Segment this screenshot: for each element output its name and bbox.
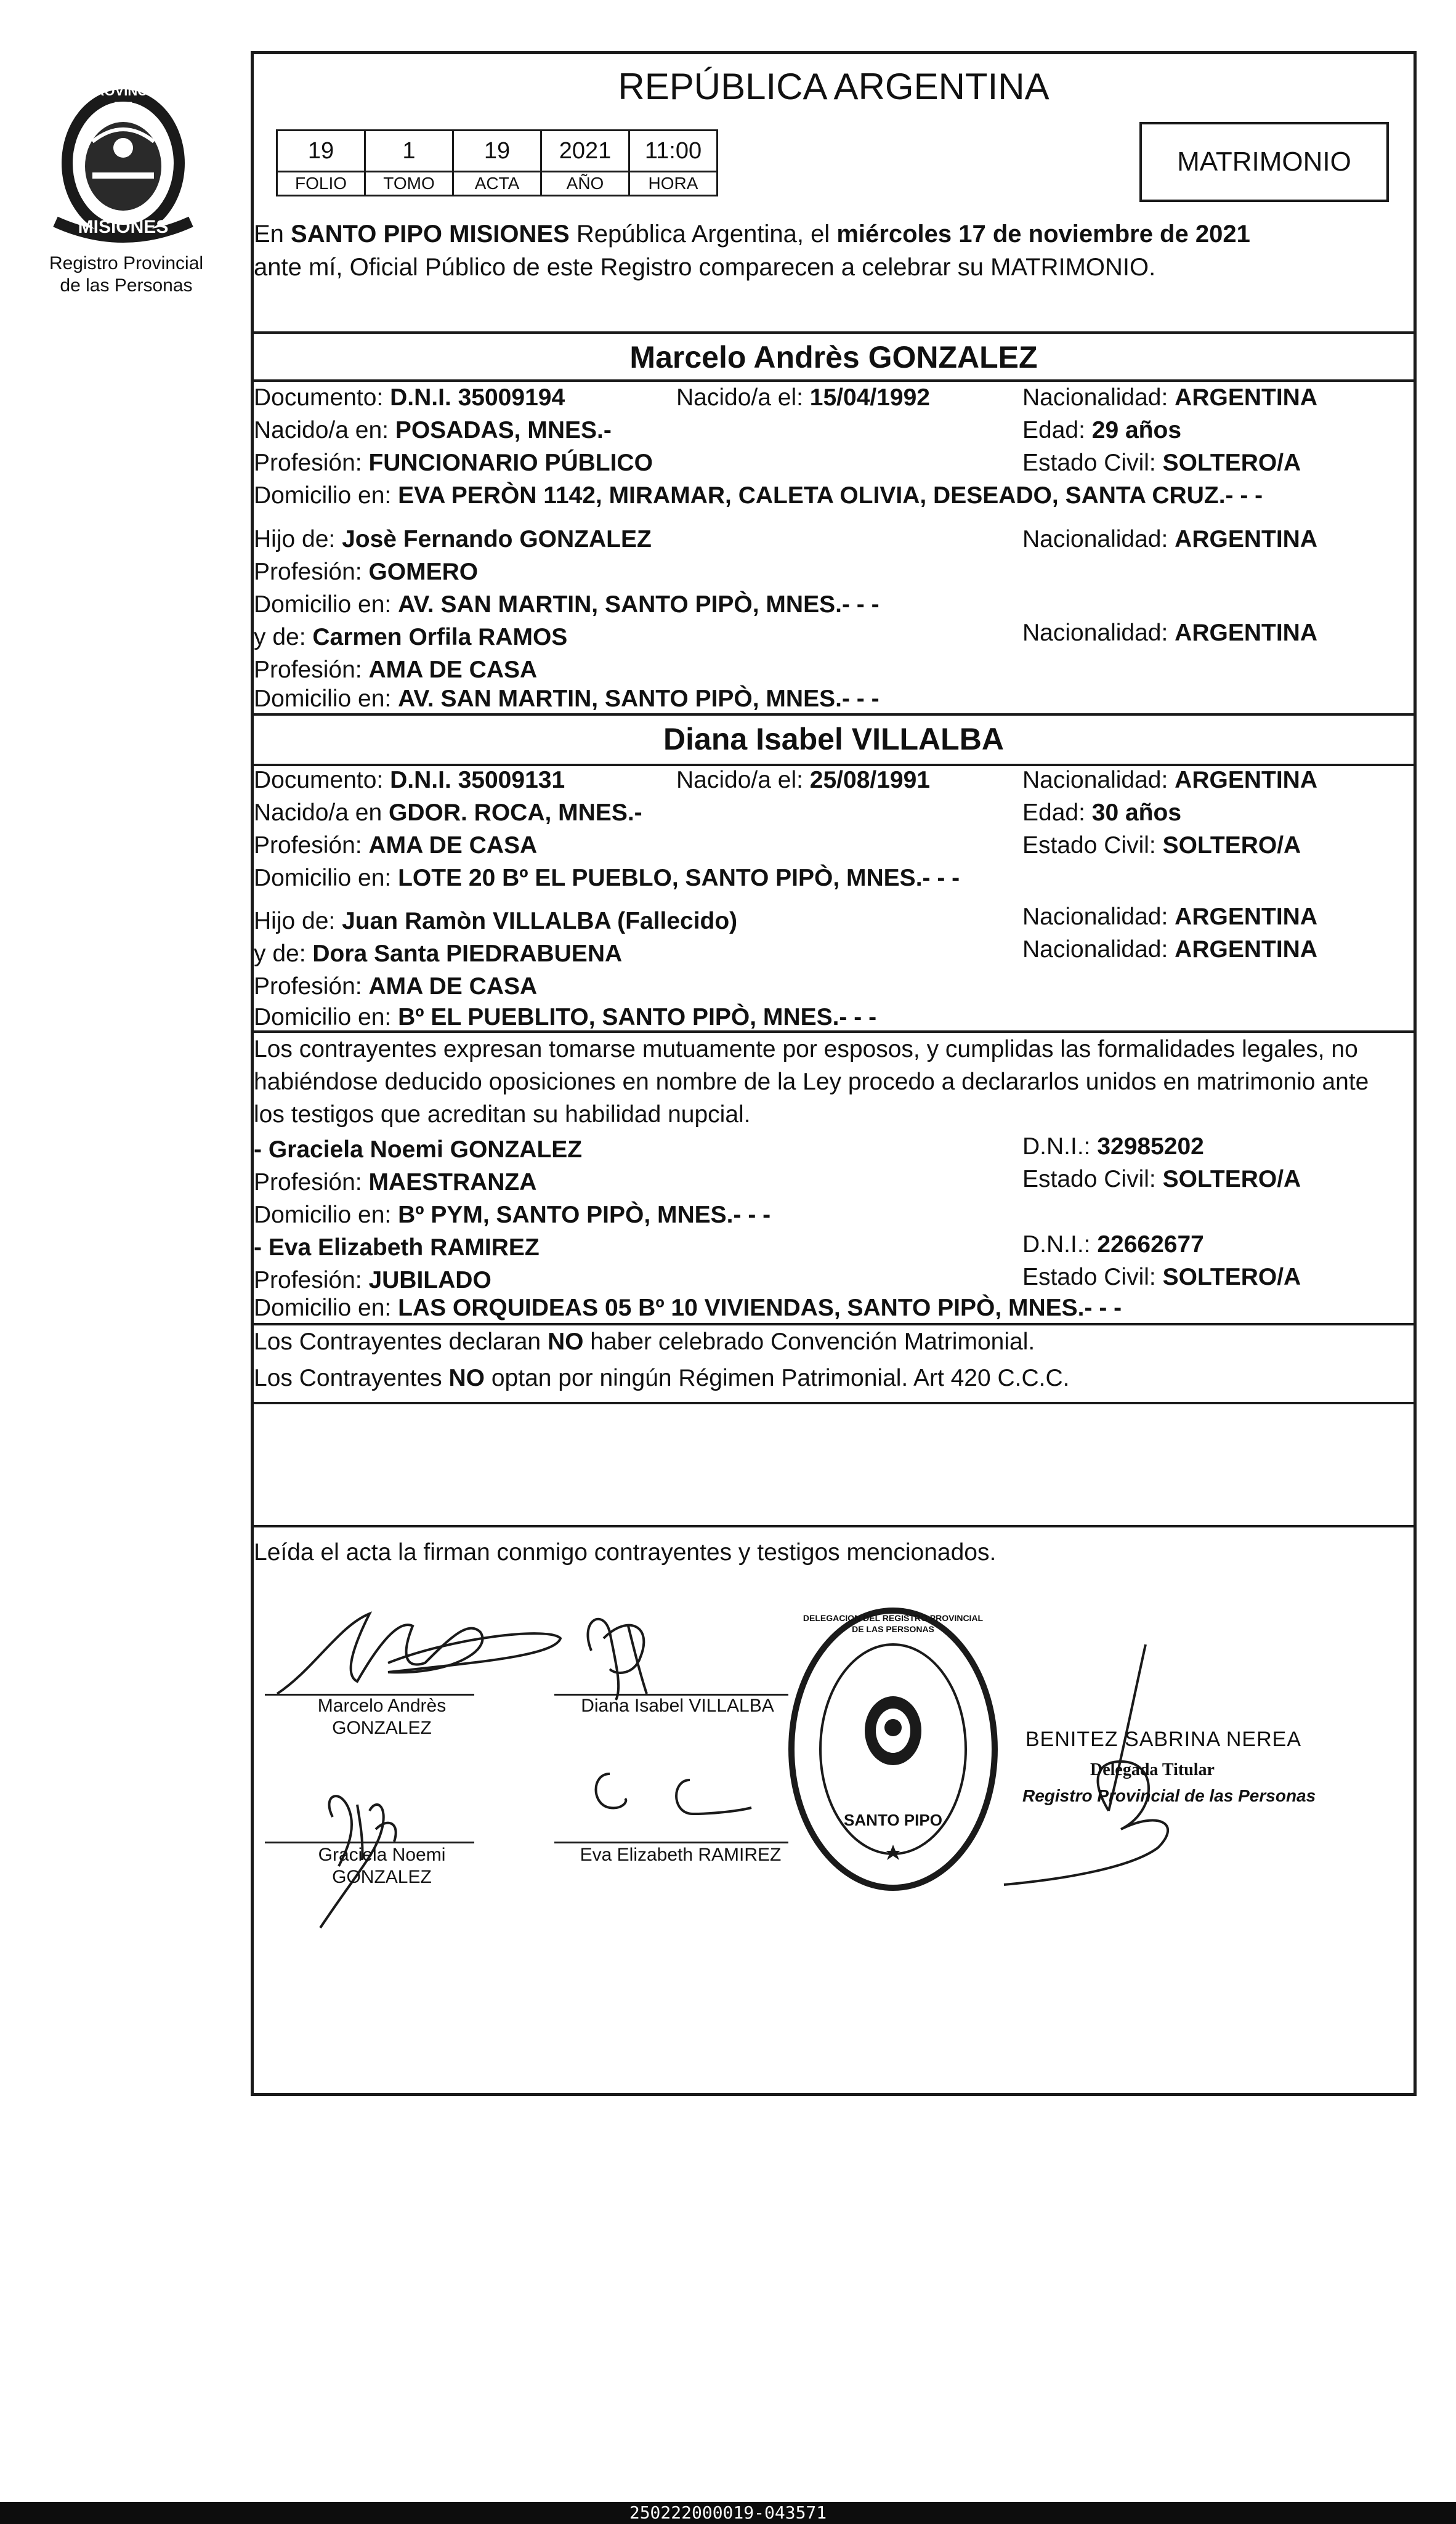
value: 30 años [1091, 799, 1182, 826]
label: Estado Civil: [1022, 832, 1163, 859]
value: JUBILADO [368, 1267, 491, 1293]
label: Documento: [254, 384, 390, 411]
testigo1-nombre: - Graciela Noemi GONZALEZ [254, 1136, 583, 1163]
seal-text-top: PROVINCIA DE [85, 83, 161, 115]
c1-nacido-el [676, 383, 930, 413]
value: ARGENTINA [1175, 767, 1318, 793]
label: Domicilio en: [254, 591, 398, 618]
label: Nacido/a en [254, 799, 389, 826]
c1-estado-civil [1022, 448, 1301, 478]
signature-name-line: Graciela Noemi [318, 1845, 446, 1865]
hora-label: HORA [629, 172, 718, 196]
hora-value: 11:00 [629, 131, 718, 172]
label: Domicilio en: [254, 1295, 398, 1321]
value: Dora Santa PIEDRABUENA [312, 940, 623, 967]
convencion-line1 [254, 1327, 1035, 1357]
label: Estado Civil: [1022, 1264, 1163, 1290]
testigo2-nombre: - Eva Elizabeth RAMIREZ [254, 1234, 540, 1261]
c2-estado-civil [1022, 831, 1301, 860]
testigo2-estado-civil [1022, 1263, 1301, 1292]
value: 25/08/1991 [809, 767, 930, 793]
signature-name-contrayente2: Diana Isabel VILLALBA [581, 1696, 774, 1716]
value: POSADAS, MNES.- [395, 417, 612, 443]
declaracion-line1: Los contrayentes expresan tomarse mutuamente por esposos, y cumplidas las formalidades legales, no [254, 1036, 1358, 1062]
stamp-arc-text: DELEGACION DEL REGISTRO PROVINCIAL DE LAS PERSONAS [803, 1613, 984, 1634]
declaracion-line2: habiéndose deducido oposiciones en nombre de la Ley procedo a declararlos unidos en matrimonio ante [254, 1069, 1369, 1095]
c2-edad [1022, 798, 1181, 828]
intro-text: En [254, 220, 291, 248]
value: SOLTERO/A [1162, 450, 1301, 476]
acta-label: ACTA [453, 172, 541, 196]
c2-madre-profesion [254, 972, 537, 1001]
value: 29 años [1091, 417, 1182, 443]
label: D.N.I.: [1022, 1231, 1098, 1258]
value: 22662677 [1097, 1231, 1204, 1258]
acta-value: 19 [453, 131, 541, 172]
label: D.N.I.: [1022, 1133, 1098, 1160]
value: Bº PYM, SANTO PIPÒ, MNES.- - - [398, 1202, 771, 1228]
intro-line2: ante mí, Oficial Público de este Registro comparecen a celebrar su MATRIMONIO. [254, 254, 1156, 281]
label: Domicilio en: [254, 865, 398, 891]
testigo1-dni [1022, 1132, 1204, 1162]
c2-padre [254, 907, 737, 936]
delegacion-stamp [782, 1601, 1004, 1897]
intro-text: República Argentina, el [569, 220, 837, 248]
stamp-localidad: SANTO PIPO [844, 1811, 942, 1829]
signature-name-testigo2: Eva Elizabeth RAMIREZ [580, 1845, 782, 1865]
testigo2-domicilio [254, 1293, 1122, 1323]
text: haber celebrado Convención Matrimonial. [583, 1329, 1035, 1355]
c2-profesion [254, 831, 537, 860]
intro-fecha: miércoles 17 de noviembre de 2021 [836, 220, 1250, 248]
signature-name-line: Marcelo Andrès [317, 1696, 447, 1716]
value: AV. SAN MARTIN, SANTO PIPÒ, MNES.- - - [398, 686, 880, 712]
text-bold: NO [547, 1329, 584, 1355]
anio-label: AÑO [541, 172, 629, 196]
intro-line1 [254, 219, 1250, 249]
value: Juan Ramòn VILLALBA (Fallecido) [342, 908, 738, 934]
value: GOMERO [368, 559, 479, 585]
label: y de: [254, 940, 313, 967]
value: D.N.I. 35009131 [390, 767, 565, 793]
c1-padre [254, 525, 652, 554]
value: ARGENTINA [1175, 936, 1318, 963]
divider [251, 331, 1417, 334]
contrayente2-nombre: Diana Isabel VILLALBA [663, 722, 1004, 756]
signature-name-contrayente1 [289, 1695, 474, 1739]
c1-edad [1022, 416, 1181, 445]
c1-domicilio [254, 481, 1263, 511]
c2-madre-nacionalidad [1022, 935, 1317, 965]
label: Nacionalidad: [1022, 526, 1175, 552]
c1-padre-profesion [254, 557, 478, 587]
c1-madre [254, 623, 567, 652]
signature-name-line: GONZALEZ [332, 1867, 432, 1887]
value: AV. SAN MARTIN, SANTO PIPÒ, MNES.- - - [398, 591, 880, 618]
label: Estado Civil: [1022, 450, 1163, 476]
oficial-registro: Registro Provincial de las Personas [1022, 1786, 1316, 1805]
testigo1-domicilio [254, 1200, 770, 1230]
c2-madre [254, 939, 622, 969]
testigo2-profesion [254, 1266, 491, 1295]
tipo-acta: MATRIMONIO [1139, 122, 1389, 202]
label: Profesión: [254, 832, 369, 859]
tomo-label: TOMO [365, 172, 453, 196]
value: SOLTERO/A [1162, 832, 1301, 859]
convencion-line2 [254, 1364, 1070, 1393]
label: Profesión: [254, 973, 369, 1000]
label: Hijo de: [254, 908, 342, 934]
value: 15/04/1992 [809, 384, 930, 411]
value: SOLTERO/A [1162, 1166, 1301, 1192]
label: Domicilio en: [254, 686, 398, 712]
registro-table [276, 129, 718, 196]
declaracion-line3: los testigos que acreditan su habilidad nupcial. [254, 1101, 751, 1128]
label: Profesión: [254, 559, 369, 585]
label: Nacionalidad: [1022, 620, 1175, 646]
label: Edad: [1022, 799, 1092, 826]
value: ARGENTINA [1175, 384, 1318, 411]
label: Profesión: [254, 1169, 369, 1195]
label: Nacido/a el: [676, 767, 810, 793]
label: Nacido/a el: [676, 384, 810, 411]
c1-nacionalidad [1022, 383, 1317, 413]
label: y de: [254, 624, 313, 650]
label: Edad: [1022, 417, 1092, 443]
c1-nacido-en [254, 416, 612, 445]
footer-code: 250222000019-043571 [0, 2502, 1456, 2524]
c1-profesion [254, 448, 653, 478]
value: AMA DE CASA [368, 657, 538, 683]
seal-text-bottom: MISIONES [78, 217, 169, 237]
label: Profesión: [254, 450, 369, 476]
c1-documento [254, 383, 565, 413]
tomo-value: 1 [365, 131, 453, 172]
c2-nacido-en [254, 798, 642, 828]
c2-padre-nacionalidad [1022, 902, 1317, 932]
label: Hijo de: [254, 526, 342, 552]
label: Nacido/a en: [254, 417, 395, 443]
divider [251, 379, 1417, 382]
label: Nacionalidad: [1022, 767, 1175, 793]
label: Profesión: [254, 657, 369, 683]
c2-nacionalidad [1022, 766, 1317, 795]
text-bold: NO [448, 1365, 485, 1391]
label: Profesión: [254, 1267, 369, 1293]
label: Nacionalidad: [1022, 384, 1175, 411]
signature-contrayente2 [554, 1601, 714, 1706]
seal-caption [25, 253, 228, 297]
label: Nacionalidad: [1022, 904, 1175, 930]
testigo1-profesion [254, 1168, 536, 1197]
value: D.N.I. 35009194 [390, 384, 565, 411]
text: optan por ningún Régimen Patrimonial. Art 420 C.C.C. [485, 1365, 1070, 1391]
testigo1-estado-civil [1022, 1165, 1301, 1194]
c1-madre-profesion [254, 655, 537, 685]
anio-value: 2021 [541, 131, 629, 172]
value: LOTE 20 Bº EL PUEBLO, SANTO PIPÒ, MNES.- - - [398, 865, 960, 891]
signature-name-testigo1 [289, 1844, 474, 1888]
c2-madre-domicilio [254, 1003, 876, 1032]
value: Bº EL PUEBLITO, SANTO PIPÒ, MNES.- - - [398, 1004, 877, 1030]
value: AMA DE CASA [368, 832, 538, 859]
label: Domicilio en: [254, 1202, 398, 1228]
value: GDOR. ROCA, MNES.- [388, 799, 642, 826]
value: 32985202 [1097, 1133, 1204, 1160]
c2-documento [254, 766, 565, 795]
signature-testigo2 [579, 1755, 764, 1829]
signature-contrayente1 [265, 1601, 573, 1700]
value: ARGENTINA [1175, 526, 1318, 552]
seal-caption-line2: de las Personas [60, 275, 193, 296]
value: SOLTERO/A [1162, 1264, 1301, 1290]
divider [251, 1323, 1417, 1325]
testigo2-dni [1022, 1230, 1204, 1260]
seal-caption-line1: Registro Provincial [49, 253, 204, 273]
value: AMA DE CASA [368, 973, 538, 1000]
cierre-text: Leída el acta la firman conmigo contrayentes y testigos mencionados. [254, 1539, 997, 1566]
oficial-cargo: Delegada Titular [1090, 1760, 1215, 1779]
value: LAS ORQUIDEAS 05 Bº 10 VIVIENDAS, SANTO PIPÒ, MNES.- - - [398, 1295, 1122, 1321]
c1-madre-domicilio [254, 684, 880, 714]
value: EVA PERÒN 1142, MIRAMAR, CALETA OLIVIA, DESEADO, SANTA CRUZ.- - - [398, 482, 1263, 509]
label: Estado Civil: [1022, 1166, 1163, 1192]
value: ARGENTINA [1175, 904, 1318, 930]
oficial-nombre: BENITEZ SABRINA NEREA [1025, 1728, 1301, 1751]
c1-madre-nacionalidad [1022, 618, 1317, 648]
label: Domicilio en: [254, 482, 398, 509]
c1-padre-nacionalidad [1022, 525, 1317, 554]
folio-value: 19 [277, 131, 365, 172]
divider [251, 1525, 1417, 1527]
folio-label: FOLIO [277, 172, 365, 196]
text: Los Contrayentes declaran [254, 1329, 548, 1355]
intro-lugar: SANTO PIPO MISIONES [291, 220, 570, 248]
country-title: REPÚBLICA ARGENTINA [618, 66, 1050, 107]
text: Los Contrayentes [254, 1365, 449, 1391]
contrayente1-nombre: Marcelo Andrès GONZALEZ [629, 340, 1038, 374]
signature-line [554, 1842, 788, 1843]
c2-nacido-el [676, 766, 930, 795]
value: ARGENTINA [1175, 620, 1318, 646]
c2-domicilio [254, 864, 960, 893]
label: Documento: [254, 767, 390, 793]
value: FUNCIONARIO PÚBLICO [368, 450, 653, 476]
value: Josè Fernando GONZALEZ [342, 526, 652, 552]
signature-name-line: GONZALEZ [332, 1718, 432, 1738]
signature-line [265, 1842, 474, 1843]
label: Domicilio en: [254, 1004, 398, 1030]
label: Nacionalidad: [1022, 936, 1175, 963]
c1-padre-domicilio [254, 590, 880, 620]
value: Carmen Orfila RAMOS [312, 624, 568, 650]
divider [251, 1402, 1417, 1404]
value: MAESTRANZA [368, 1169, 537, 1195]
